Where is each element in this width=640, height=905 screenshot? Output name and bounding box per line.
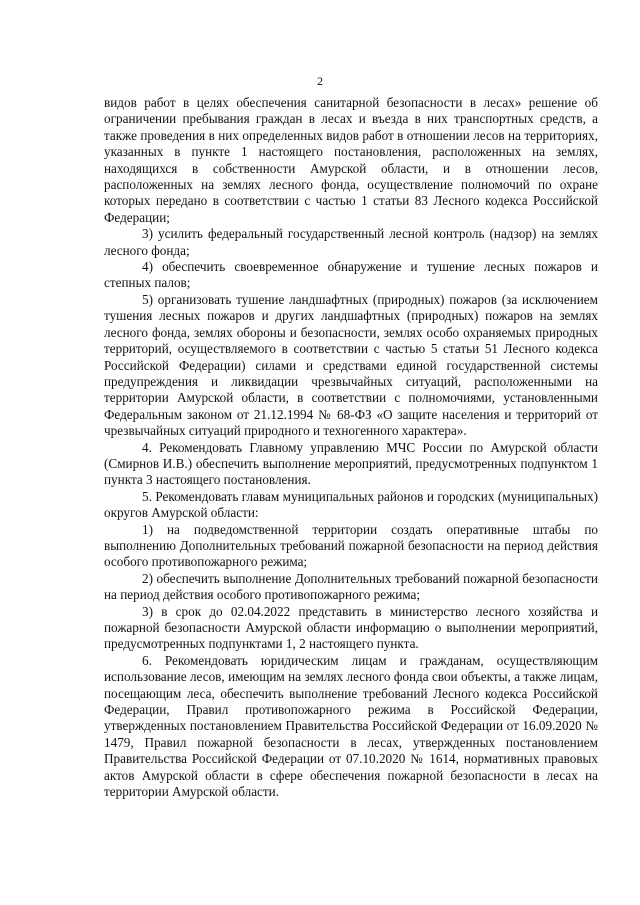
paragraph-item-3-3: 3) усилить федеральный государственный лесной контроль (надзор) на землях лесного фонда; [104, 226, 598, 258]
paragraph-clause-5: 5. Рекомендовать главам муниципальных районов и городских (муниципальных) округов Амурской области: [104, 488, 598, 521]
paragraph-clause-6: 6. Рекомендовать юридическим лицам и гражданам, осуществляющим использование лесов, имеющим на землях лесного фонда свои объекты, а также лицам, посещающим леса, обеспечить выполнение требований Лесного кодекса Российской Федерации, Правил противопожарного режима в Российской Федерации, утвержденных постановлением Правительства Российской Федерации от 16.09.2020 № 1479, Правил пожарной безопасности в лесах, утвержденных постановлением Правительства Российской Федерации от 07.10.2020 № 1614, нормативных правовых актов Амурской области в сфере обеспечения пожарной безопасности в лесах на территории Амурской области. [104, 652, 598, 800]
paragraph-item-5-3: 3) в срок до 02.04.2022 представить в министерство лесного хозяйства и пожарной безопасности Амурской области информацию о выполнении мероприятий, предусмотренных подпунктами 1, 2 настоящего пункта. [104, 603, 598, 652]
page-number: 2 [317, 74, 323, 88]
paragraph-item-5-2: 2) обеспечить выполнение Дополнительных требований пожарной безопасности на период действия особого противопожарного режима; [104, 570, 598, 603]
document-body [104, 95, 598, 800]
paragraph-clause-4: 4. Рекомендовать Главному управлению МЧС России по Амурской области (Смирнов И.В.) обеспечить выполнение мероприятий, предусмотренных подпунктом 1 пункта 3 настоящего постановления. [104, 439, 598, 488]
paragraph-item-5-1: 1) на подведомственной территории создать оперативные штабы по выполнению Дополнительных требований пожарной безопасности на период действия особого противопожарного режима; [104, 521, 598, 570]
paragraph-item-3-4: 4) обеспечить своевременное обнаружение и тушение лесных пожаров и степных палов; [104, 259, 598, 291]
paragraph-continuation: видов работ в целях обеспечения санитарной безопасности в лесах» решение об ограничении пребывания граждан в лесах и въезда в них транспортных средств, а также проведения в них определенных видов работ в отношении лесов на территориях, указанных в пункте 1 настоящего постановления, расположенных на землях, находящихся в собственности Амурской области, и в отношении лесов, расположенных на землях лесного фонда, осуществление полномочий по охране которых передано в соответствии с частью 1 статьи 83 Лесного кодекса Российской Федерации; [104, 95, 598, 225]
paragraph-item-3-5: 5) организовать тушение ландшафтных (природных) пожаров (за исключением тушения лесных пожаров и других ландшафтных (природных) пожаров на землях лесного фонда, землях обороны и безопасности, землях особо охраняемых природных территорий, осуществляемого в соответствии с частью 5 статьи 51 Лесного кодекса Российской Федерации) силами и средствами единой государственной системы предупреждения и ликвидации чрезвычайных ситуаций, расположенными на территории Амурской области, в соответствии с полномочиями, установленными Федеральным законом от 21.12.1994 № 68-ФЗ «О защите населения и территорий от чрезвычайных ситуаций природного и техногенного характера». [104, 291, 598, 439]
